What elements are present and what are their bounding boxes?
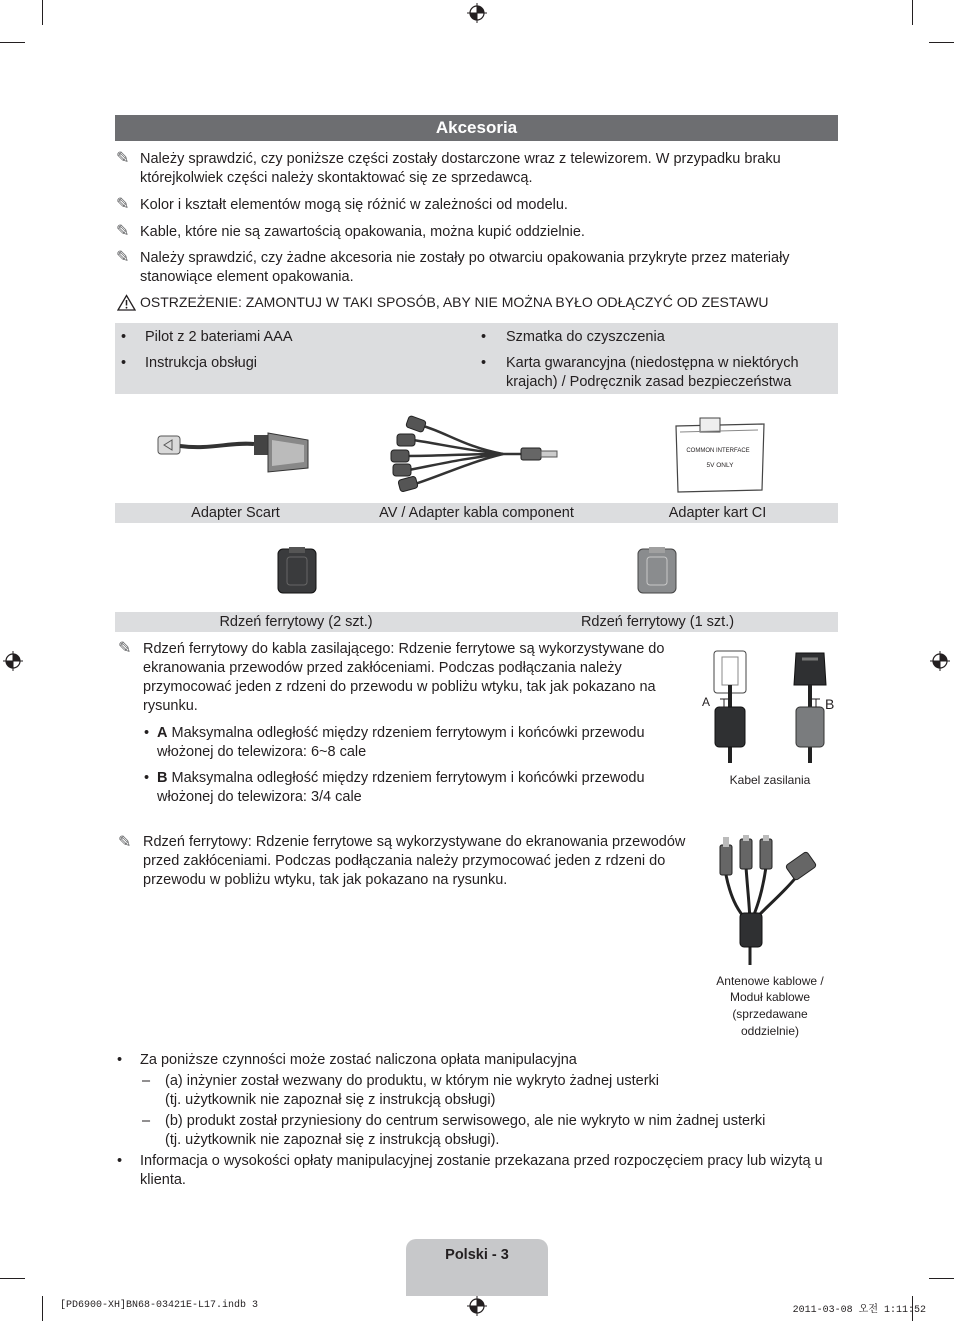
note-text: Należy sprawdzić, czy poniższe części zostały dostarczone wraz z telewizorem. W przypadku braku którejkolwiek części należy skontaktować się ze sprzedawcą. [140,151,781,186]
crop-mark [42,0,43,25]
footer-timestamp: 2011-03-08 오전 1:11:52 [792,1305,926,1316]
dash-icon: – [142,1073,151,1089]
crop-mark [929,1278,954,1279]
section-title: Akcesoria [115,115,838,141]
included-item: Instrukcja obsługi [145,355,258,371]
registration-mark-icon [467,3,487,23]
crop-mark [0,1278,25,1279]
ferrite-power-note: Rdzeń ferrytowy do kabla zasilającego: Rdzenie ferrytowe są wykorzystywane do ekranowania przewodów przed zakłóceniami. Podczas podłączania należy przymocować jeden z rdzeni do przewodu w pobliżu wtyku, tak jak pokazano na rysunku. [143,641,665,714]
included-item: Karta gwarancyjna (niedostępna w niektórych krajach) / Podręcznik zasad bezpieczeństwa [506,355,799,390]
figure-label-a: A [702,695,711,709]
note-pencil-icon: ✎ [116,150,130,167]
ci-card-adapter-image [670,412,770,494]
registration-mark-icon [930,651,950,671]
ci-card-label: COMMON INTERFACE [686,448,750,454]
ferrite-core-dark-image [274,545,320,597]
ferrite-caption: Rdzeń ferrytowy (1 szt.) [580,614,735,630]
ferrite-caption: Rdzeń ferrytowy (2 szt.) [219,614,373,630]
adapter-caption: AV / Adapter kabla component [379,505,574,521]
warning-triangle-icon [117,294,136,311]
ci-card-label: 5V ONLY [706,462,734,469]
fees-item: (tj. użytkownik nie zapoznał się z instrukcją obsługi). [165,1132,500,1148]
note-pencil-icon: ✎ [118,834,132,851]
note-pencil-icon: ✎ [116,249,130,266]
bullet-icon: • [144,725,150,741]
note-text: Kable, które nie są zawartością opakowania, można kupić oddzielnie. [140,224,585,240]
figure-caption-line: (sprzedawane [732,1007,808,1021]
registration-mark-icon [467,1296,487,1316]
registration-mark-icon [3,651,23,671]
adapter-caption: Adapter Scart [191,505,280,521]
fees-info: Informacja o wysokości opłaty manipulacyjnej zostanie przekazana przed rozpoczęciem pracy lub wizytą u klienta. [140,1153,823,1188]
ferrite-bullet-b [157,769,677,807]
scart-adapter-image [150,420,320,480]
page-label: Polski - 3 [445,1247,509,1263]
av-component-adapter-image [385,412,570,497]
included-item: Szmatka do czyszczenia [506,329,665,345]
dash-icon: – [142,1113,151,1129]
fees-item: (tj. użytkownik nie zapoznał się z instrukcją obsługi) [165,1092,496,1108]
warning-text: OSTRZEŻENIE: ZAMONTUJ W TAKI SPOSÓB, ABY NIE MOŻNA BYŁO ODŁĄCZYĆ OD ZESTAWU [140,294,769,310]
antenna-cable-ferrite-figure [712,835,827,970]
crop-mark [912,0,913,25]
figure-caption-line: Antenowe kablowe / [716,974,824,988]
ferrite-general-note: Rdzeń ferrytowy: Rdzenie ferrytowe są wykorzystywane do ekranowania przewodów przed zakłóceniami. Podczas podłączania należy przymocować jeden z rdzeni do przewodu w pobliżu wtyku, tak jak pokazano na rysunku. [143,834,686,888]
bullet-icon: • [117,1052,123,1068]
fees-intro: Za poniższe czynności może zostać naliczona opłata manipulacyjna [140,1052,577,1068]
ferrite-bullet-a [157,724,677,762]
note-pencil-icon: ✎ [116,196,130,213]
figure-label-b: B [825,696,835,712]
fees-item: (a) inżynier został wezwany do produktu, w którym nie wykryto żadnej usterki [165,1073,659,1089]
bullet-icon: • [481,329,487,345]
fees-item: (b) produkt został przyniesiony do centrum serwisowego, ale nie wykryto w nim żadnej usterki [165,1113,766,1129]
figure-caption-line: Moduł kablowe [729,990,811,1004]
bullet-icon: • [121,329,127,345]
bullet-letter: A [157,725,168,741]
figure-caption-line: oddzielnie) [740,1024,800,1038]
note-text: Należy sprawdzić, czy żadne akcesoria nie zostały po otwarciu opakowania przykryte przez materiały stanowiące element opakowania. [140,250,790,285]
note-text: Kolor i kształt elementów mogą się różnić w zależności od modelu. [140,197,568,213]
bullet-icon: • [481,355,487,371]
footer-file-info: [PD6900-XH]BN68-03421E-L17.indb 3 [60,1300,259,1311]
bullet-text: Maksymalna odległość między rdzeniem ferrytowym i końcówki przewodu włożonej do telewizora: 6~8 cale [157,725,645,760]
bullet-text: Maksymalna odległość między rdzeniem ferrytowym i końcówki przewodu włożonej do telewizora: 3/4 cale [157,770,645,805]
crop-mark [0,42,25,43]
bullet-letter: B [157,770,168,786]
ferrite-core-gray-image [634,545,680,597]
power-cable-ferrite-figure [700,645,845,770]
adapter-caption: Adapter kart CI [668,505,767,521]
crop-mark [929,42,954,43]
included-item: Pilot z 2 bateriami AAA [145,329,293,345]
note-pencil-icon: ✎ [118,640,132,657]
figure-caption: Kabel zasilania [729,773,811,787]
bullet-icon: • [121,355,127,371]
bullet-icon: • [144,770,150,786]
bullet-icon: • [117,1153,123,1169]
note-pencil-icon: ✎ [116,223,130,240]
crop-mark [42,1296,43,1321]
